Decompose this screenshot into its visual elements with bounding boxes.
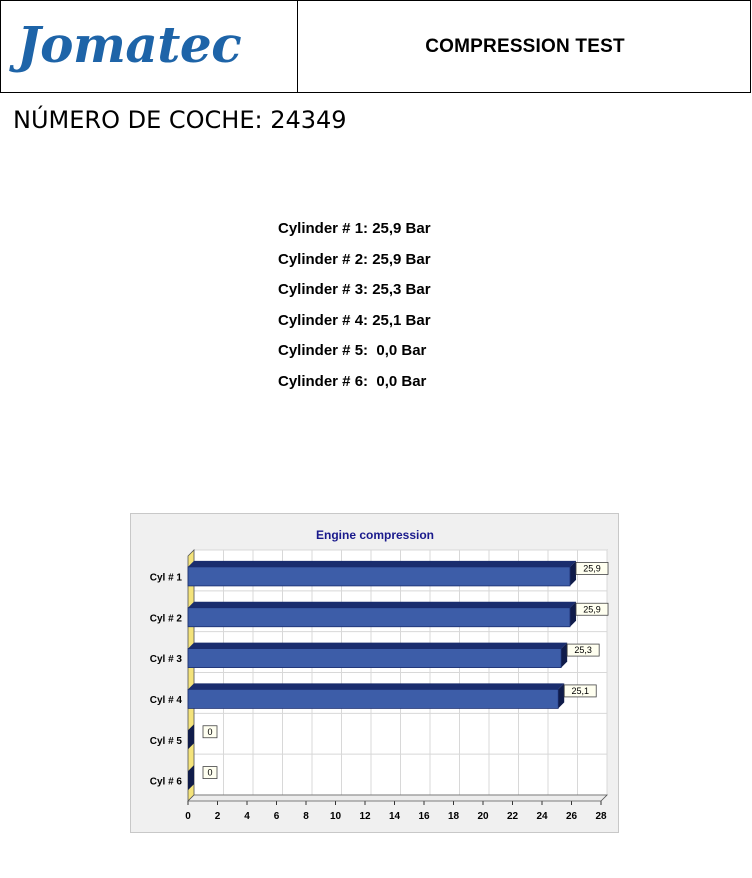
x-tick-label: 22 xyxy=(506,811,519,822)
reading-cylinder-2: Cylinder # 2: 25,9 Bar xyxy=(278,250,431,268)
engine-compression-chart xyxy=(130,513,619,833)
bar xyxy=(188,649,561,668)
value-label: 25,9 xyxy=(583,604,601,615)
bar-top-face xyxy=(188,602,576,608)
jomatec-logo: Jomatec xyxy=(17,15,242,74)
bar xyxy=(188,689,558,708)
x-tick-label: 10 xyxy=(329,811,342,822)
chart-left-wall xyxy=(188,550,194,801)
x-tick-label: 4 xyxy=(244,811,250,822)
value-label: 0 xyxy=(207,767,213,778)
report-title: COMPRESSION TEST xyxy=(425,36,625,57)
x-tick-label: 18 xyxy=(447,811,460,822)
value-label: 25,9 xyxy=(583,563,601,574)
bar-top-face xyxy=(188,643,567,649)
bar-top-face xyxy=(188,683,564,689)
bar-top-face xyxy=(188,561,576,567)
report-header xyxy=(0,0,751,93)
value-label: 0 xyxy=(207,726,213,737)
x-tick-label: 0 xyxy=(185,811,191,822)
x-tick-label: 12 xyxy=(359,811,371,822)
reading-cylinder-1: Cylinder # 1: 25,9 Bar xyxy=(278,220,431,237)
x-tick-label: 24 xyxy=(536,811,548,822)
bar xyxy=(188,567,570,586)
x-tick-label: 14 xyxy=(388,811,401,822)
y-category-label: Cyl # 3 xyxy=(149,654,182,666)
reading-cylinder-3: Cylinder # 3: 25,3 Bar xyxy=(278,281,431,299)
chart-title: Engine compression xyxy=(315,528,435,542)
x-tick-label: 28 xyxy=(595,811,607,822)
x-tick-label: 20 xyxy=(477,811,489,822)
x-tick-label: 8 xyxy=(303,811,309,822)
value-label: 25,3 xyxy=(574,645,592,656)
x-tick-label: 2 xyxy=(214,811,221,822)
car-number: NÚMERO DE COCHE: 24349 xyxy=(13,106,347,134)
reading-cylinder-5: Cylinder # 5: 0,0 Bar xyxy=(278,342,427,360)
value-label: 25,1 xyxy=(571,685,589,696)
x-tick-label: 6 xyxy=(273,811,280,822)
y-category-label: Cyl # 5 xyxy=(149,735,182,747)
y-category-label: Cyl # 6 xyxy=(149,776,182,788)
chart-canvas xyxy=(131,514,618,832)
y-category-label: Cyl # 1 xyxy=(149,572,182,584)
title-cell xyxy=(298,1,752,93)
y-category-label: Cyl # 2 xyxy=(149,613,182,625)
reading-cylinder-6: Cylinder # 6: 0,0 Bar xyxy=(278,372,427,390)
logo-cell xyxy=(1,1,298,93)
bar xyxy=(188,608,570,627)
cylinder-readings xyxy=(278,218,431,402)
reading-cylinder-4: Cylinder # 4: 25,1 Bar xyxy=(278,311,431,329)
x-tick-label: 26 xyxy=(565,811,578,822)
y-category-label: Cyl # 4 xyxy=(149,694,182,706)
x-tick-label: 16 xyxy=(418,811,430,822)
chart-floor xyxy=(188,795,607,801)
